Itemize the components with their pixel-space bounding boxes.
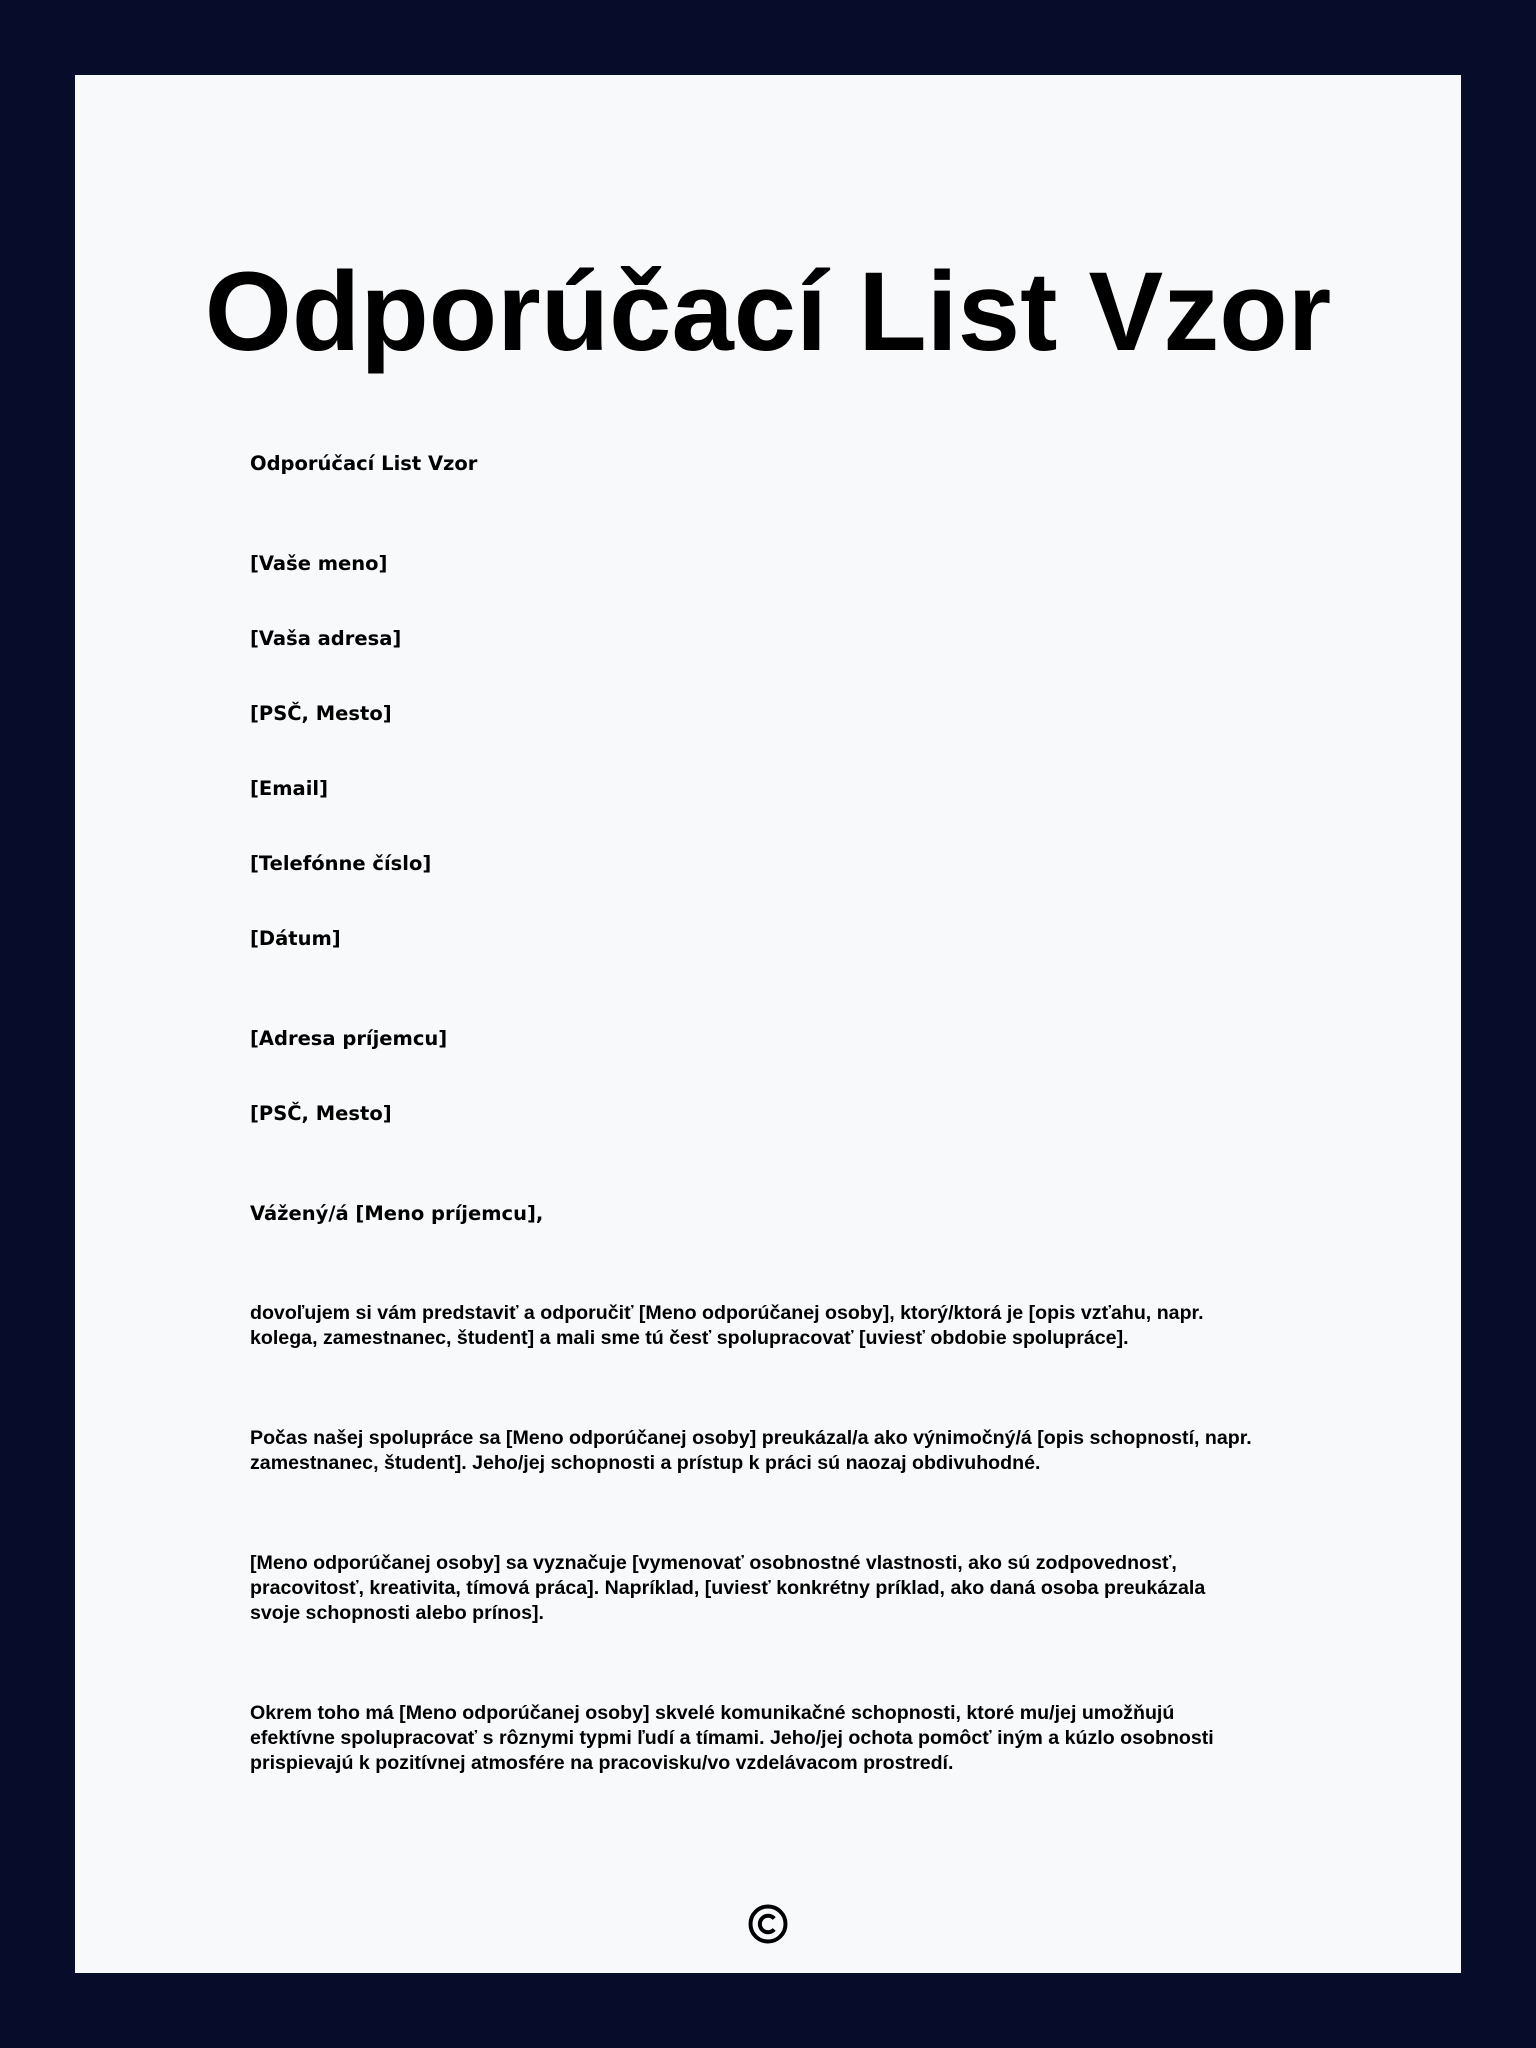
- paragraph-line: dovoľujem si vám predstaviť a odporučiť [Meno odporúčanej osoby], ktorý/ktorá je [opis vzťahu, napr.: [250, 1302, 1204, 1324]
- body-paragraph: [250, 1701, 1320, 1776]
- paragraph-line: [Meno odporúčanej osoby] sa vyznačuje [vymenovať osobnostné vlastnosti, ako sú zodpovednosť,: [250, 1552, 1177, 1574]
- copyright-icon: [748, 1904, 788, 1944]
- recipient-address: [Adresa príjemcu]: [250, 1027, 448, 1050]
- document-subtitle: Odporúčací List Vzor: [250, 452, 478, 475]
- letter-date: [Dátum]: [250, 927, 341, 950]
- body-paragraph: [250, 1551, 1320, 1626]
- paragraph-line: svoje schopnosti alebo prínos].: [250, 1602, 544, 1624]
- body-paragraph: [250, 1301, 1320, 1351]
- sender-address: [Vaša adresa]: [250, 627, 402, 650]
- sender-zip-city: [PSČ, Mesto]: [250, 702, 392, 725]
- paragraph-line: zamestnanec, študent]. Jeho/jej schopnosti a prístup k práci sú naozaj obdivuhodné.: [250, 1452, 1041, 1474]
- paragraph-line: efektívne spolupracovať s rôznymi typmi ľudí a tímami. Jeho/jej ochota pomôcť iným a kúzlo osobnosti: [250, 1727, 1214, 1749]
- body-paragraph: [250, 1426, 1320, 1476]
- recipient-zip-city: [PSČ, Mesto]: [250, 1102, 392, 1125]
- paragraph-line: Okrem toho má [Meno odporúčanej osoby] skvelé komunikačné schopnosti, ktoré mu/jej umožňujú: [250, 1702, 1175, 1724]
- document-page: [75, 75, 1461, 1973]
- paragraph-line: prispievajú k pozitívnej atmosfére na pracovisku/vo vzdelávacom prostredí.: [250, 1752, 954, 1774]
- paragraph-line: kolega, zamestnanec, študent] a mali sme tú česť spolupracovať [uviesť obdobie spolupráce].: [250, 1327, 1129, 1349]
- document-title: Odporúčací List Vzor: [204, 249, 1332, 374]
- sender-name: [Vaše meno]: [250, 552, 388, 575]
- sender-phone: [Telefónne číslo]: [250, 852, 432, 875]
- paragraph-line: Počas našej spolupráce sa [Meno odporúčanej osoby] preukázal/a ako výnimočný/á [opis schopností, napr.: [250, 1427, 1252, 1449]
- salutation: Vážený/á [Meno príjemcu],: [250, 1202, 544, 1225]
- sender-email: [Email]: [250, 777, 328, 800]
- paragraph-line: pracovitosť, kreativita, tímová práca]. Napríklad, [uviesť konkrétny príklad, ako daná osoba preukázala: [250, 1577, 1206, 1599]
